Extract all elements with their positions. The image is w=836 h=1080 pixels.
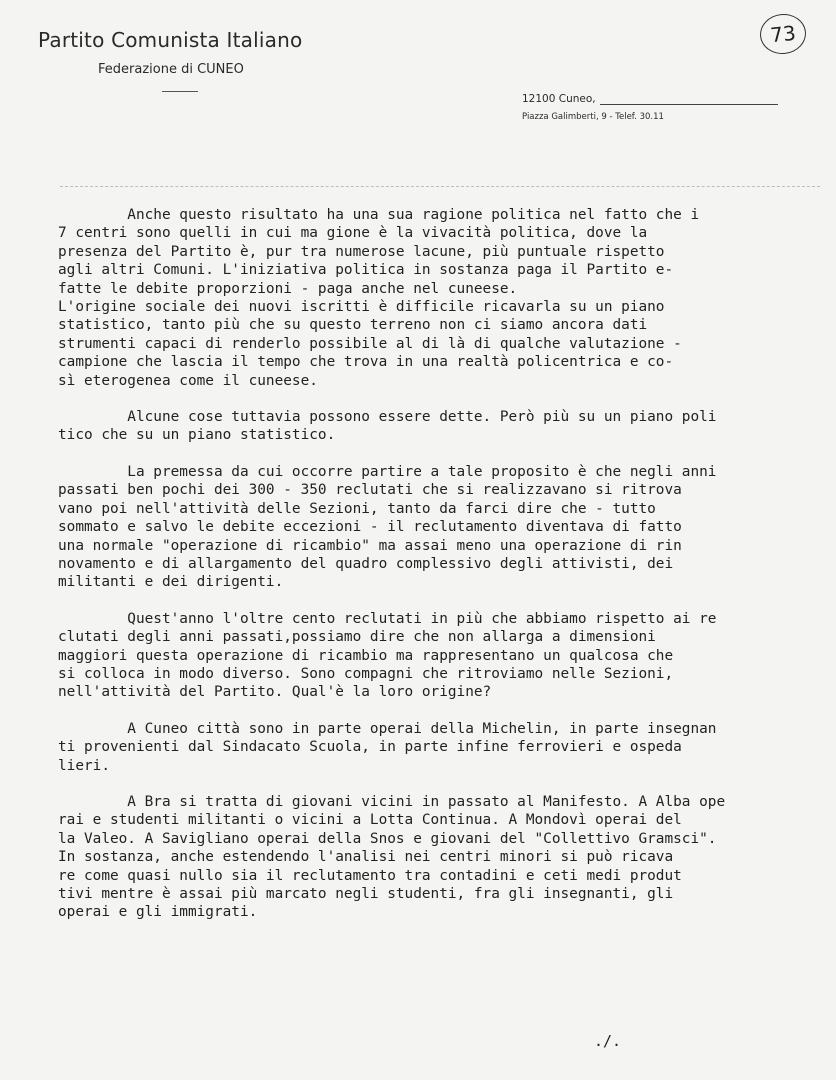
paragraph: A Bra si tratta di giovani vicini in passato al Manifesto. A Alba ope rai e studenti militanti o vicini a Lotta Continua. A Mondovì operai del la Valeo. A Savigliano operai della Snos e giovani del "Collettivo Gramsci". In sostanza, anche estendendo l'analisi nei centri minori si può ricava re come quasi nullo sia il reclutamento tra contadini e ceti medi produt tivi mentre è assai più marcato negli studenti, fra gli insegnanti, gli operai e gli immigrati. — [58, 793, 726, 921]
fold-line — [60, 186, 820, 187]
letterhead-organization: Partito Comunista Italiano — [38, 28, 303, 52]
letterhead-divider — [162, 91, 198, 92]
date-line — [600, 104, 778, 105]
paragraph: A Cuneo città sono in parte operai della Michelin, in parte insegnan ti provenienti dal Sindacato Scuola, in parte infine ferrovieri e ospeda lieri. — [58, 720, 717, 774]
letterhead-federation: Federazione di CUNEO — [98, 62, 244, 77]
paragraph: Anche questo risultato ha una sua ragione politica nel fatto che i 7 centri sono quelli in cui ma gione è la vivacità politica, dove la presenza del Partito è, pur tra numerose lacune, più puntuale rispetto agli altri Comuni. L'iniziativa politica in sostanza paga il Partito e- fatte le debite proporzioni - paga anche nel cuneese. — [58, 207, 700, 297]
paragraph: Quest'anno l'oltre cento reclutati in più che abbiamo rispetto ai re clutati degli anni passati,possiamo dire che non allarga a dimensioni maggiori questa operazione di ricambio ma rappresentano un qualcosa che si colloca in modo diverso. Sono compagni che ritroviamo nelle Sezioni, nell'attività del Partito. Qual'è la loro origine? — [58, 610, 717, 701]
address-street: Piazza Galimberti, 9 - Telef. 30.11 — [522, 112, 664, 122]
page-number-stamp: 73 — [758, 12, 808, 57]
letter-body — [58, 206, 818, 940]
paragraph: L'origine sociale dei nuovi iscritti è difficile ricavarla su un piano statistico, tanto più che su questo terreno non ci siamo ancora dati strumenti capaci di renderlo possibile al di là di qualche valutazione - campione che lascia il tempo che trova in una realtà policentrica e co- sì eterogenea come il cuneese. — [58, 299, 682, 389]
continuation-mark: ./. — [594, 1032, 622, 1050]
paragraph: La premessa da cui occorre partire a tale proposito è che negli anni passati ben pochi dei 300 - 350 reclutati che si realizzavano si ritrova vano poi nell'attività delle Sezioni, tanto da farci dire che - tutto sommato e salvo le debite eccezioni - il reclutamento diventava di fatto una normale "operazione di ricambio" ma assai meno una operazione di rin novamento e di allargamento del quadro complessivo degli attivisti, dei militanti e dei dirigenti. — [58, 463, 717, 591]
paragraph: Alcune cose tuttavia possono essere dette. Però più su un piano poli tico che su un piano statistico. — [58, 409, 717, 444]
address-city: 12100 Cuneo, — [522, 93, 596, 105]
